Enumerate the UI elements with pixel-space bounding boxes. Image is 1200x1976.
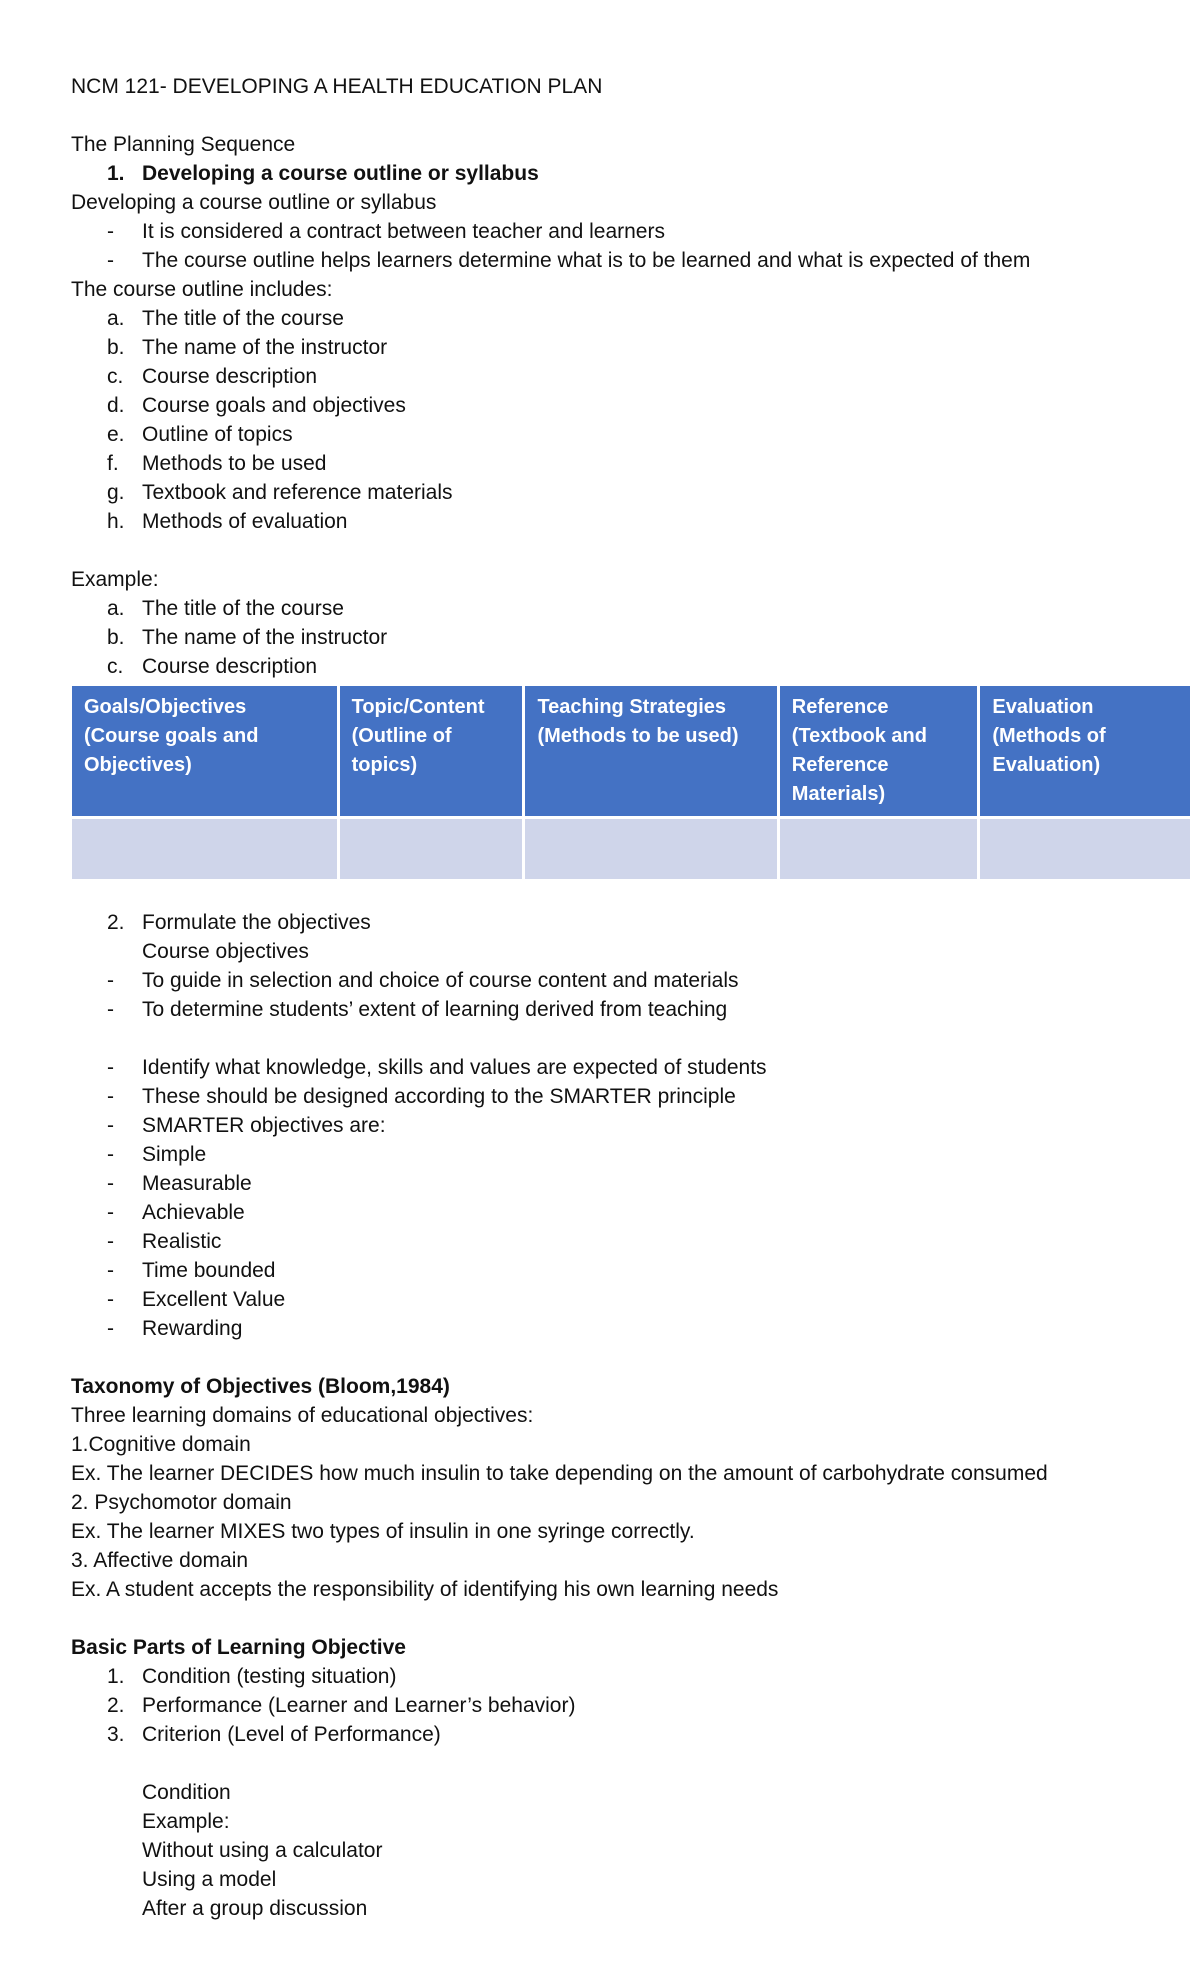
bullet-item: - SMARTER objectives are:	[107, 1114, 386, 1137]
list-item: 3. Criterion (Level of Performance)	[107, 1723, 441, 1746]
list-item: c. Course description	[107, 655, 318, 678]
bullet-item: - Rewarding	[107, 1317, 243, 1340]
course-outline-table	[69, 683, 1193, 882]
condition-line: After a group discussion	[142, 1897, 368, 1920]
list-item: b. The name of the instructor	[107, 336, 388, 359]
step-2-text: Formulate the objectives	[142, 911, 371, 934]
table-cell	[980, 819, 1190, 879]
list-item: c. Course description	[107, 365, 318, 388]
condition-line: Without using a calculator	[142, 1839, 383, 1862]
condition-line: Example:	[142, 1810, 230, 1833]
step-1-text: Developing a course outline or syllabus	[142, 162, 539, 185]
bullet-item: - Achievable	[107, 1201, 245, 1224]
list-item: 2. Performance (Learner and Learner’s behavior)	[107, 1694, 576, 1717]
basic-parts-heading: Basic Parts of Learning Objective	[71, 1636, 406, 1659]
list-item: d. Course goals and objectives	[107, 394, 406, 417]
step-2-subheading: Course objectives	[142, 940, 309, 963]
document-page	[71, 72, 1161, 1923]
list-item: h. Methods of evaluation	[107, 510, 348, 533]
table-header-row	[72, 686, 1190, 816]
list-item: a. The title of the course	[107, 307, 344, 330]
taxonomy-line: Three learning domains of educational objectives:	[71, 1404, 534, 1427]
bullet-item: - Measurable	[107, 1172, 252, 1195]
bullet-item: - These should be designed according to the SMARTER principle	[107, 1085, 736, 1108]
taxonomy-line: 1.Cognitive domain	[71, 1433, 251, 1456]
list-item: a. The title of the course	[107, 597, 344, 620]
table-cell	[340, 819, 523, 879]
list-item: e. Outline of topics	[107, 423, 293, 446]
bullet-item: - To determine students’ extent of learning derived from teaching	[107, 998, 728, 1021]
planning-heading: The Planning Sequence	[71, 133, 296, 156]
bullet-item: - Realistic	[107, 1230, 222, 1253]
list-item: g. Textbook and reference materials	[107, 481, 453, 504]
step-2	[71, 908, 1161, 937]
list-item: 1. Condition (testing situation)	[107, 1665, 397, 1688]
header-reference: Reference (Textbook and Reference Materials)	[780, 686, 978, 816]
example-heading: Example:	[71, 568, 159, 591]
step-2-number: 2.	[107, 911, 125, 934]
includes-heading: The course outline includes:	[71, 278, 333, 301]
list-item: b. The name of the instructor	[107, 626, 388, 649]
header-teaching-strategies: Teaching Strategies (Methods to be used)	[525, 686, 776, 816]
table-cell	[72, 819, 337, 879]
step-1-number: 1.	[107, 162, 125, 185]
bullet-item: - Time bounded	[107, 1259, 276, 1282]
taxonomy-line: 2. Psychomotor domain	[71, 1491, 292, 1514]
condition-line: Condition	[142, 1781, 231, 1804]
bullet-item: - To guide in selection and choice of course content and materials	[107, 969, 739, 992]
taxonomy-line: 3. Affective domain	[71, 1549, 249, 1572]
table-cell	[525, 819, 776, 879]
bullet-item: - Simple	[107, 1143, 207, 1166]
header-topic-content: Topic/Content (Outline of topics)	[340, 686, 523, 816]
bullet-item: - The course outline helps learners determine what is to be learned and what is expected of them	[107, 249, 1031, 272]
document-title: NCM 121- DEVELOPING A HEALTH EDUCATION PLAN	[71, 75, 603, 98]
taxonomy-line: Ex. The learner DECIDES how much insulin to take depending on the amount of carbohydrate consumed	[71, 1462, 1048, 1485]
bullet-item: - It is considered a contract between teacher and learners	[107, 220, 665, 243]
header-evaluation: Evaluation (Methods of Evaluation)	[980, 686, 1190, 816]
table-row	[72, 819, 1190, 879]
taxonomy-heading: Taxonomy of Objectives (Bloom,1984)	[71, 1375, 450, 1398]
step-1-subheading: Developing a course outline or syllabus	[71, 191, 437, 214]
taxonomy-line: Ex. A student accepts the responsibility of identifying his own learning needs	[71, 1578, 779, 1601]
bullet-item: - Identify what knowledge, skills and values are expected of students	[107, 1056, 767, 1079]
list-item: f. Methods to be used	[107, 452, 327, 475]
bullet-item: - Excellent Value	[107, 1288, 286, 1311]
header-goals-objectives: Goals/Objectives (Course goals and Objectives)	[72, 686, 337, 816]
taxonomy-line: Ex. The learner MIXES two types of insulin in one syringe correctly.	[71, 1520, 695, 1543]
step-1	[71, 159, 1161, 188]
condition-line: Using a model	[142, 1868, 277, 1891]
table-cell	[780, 819, 978, 879]
